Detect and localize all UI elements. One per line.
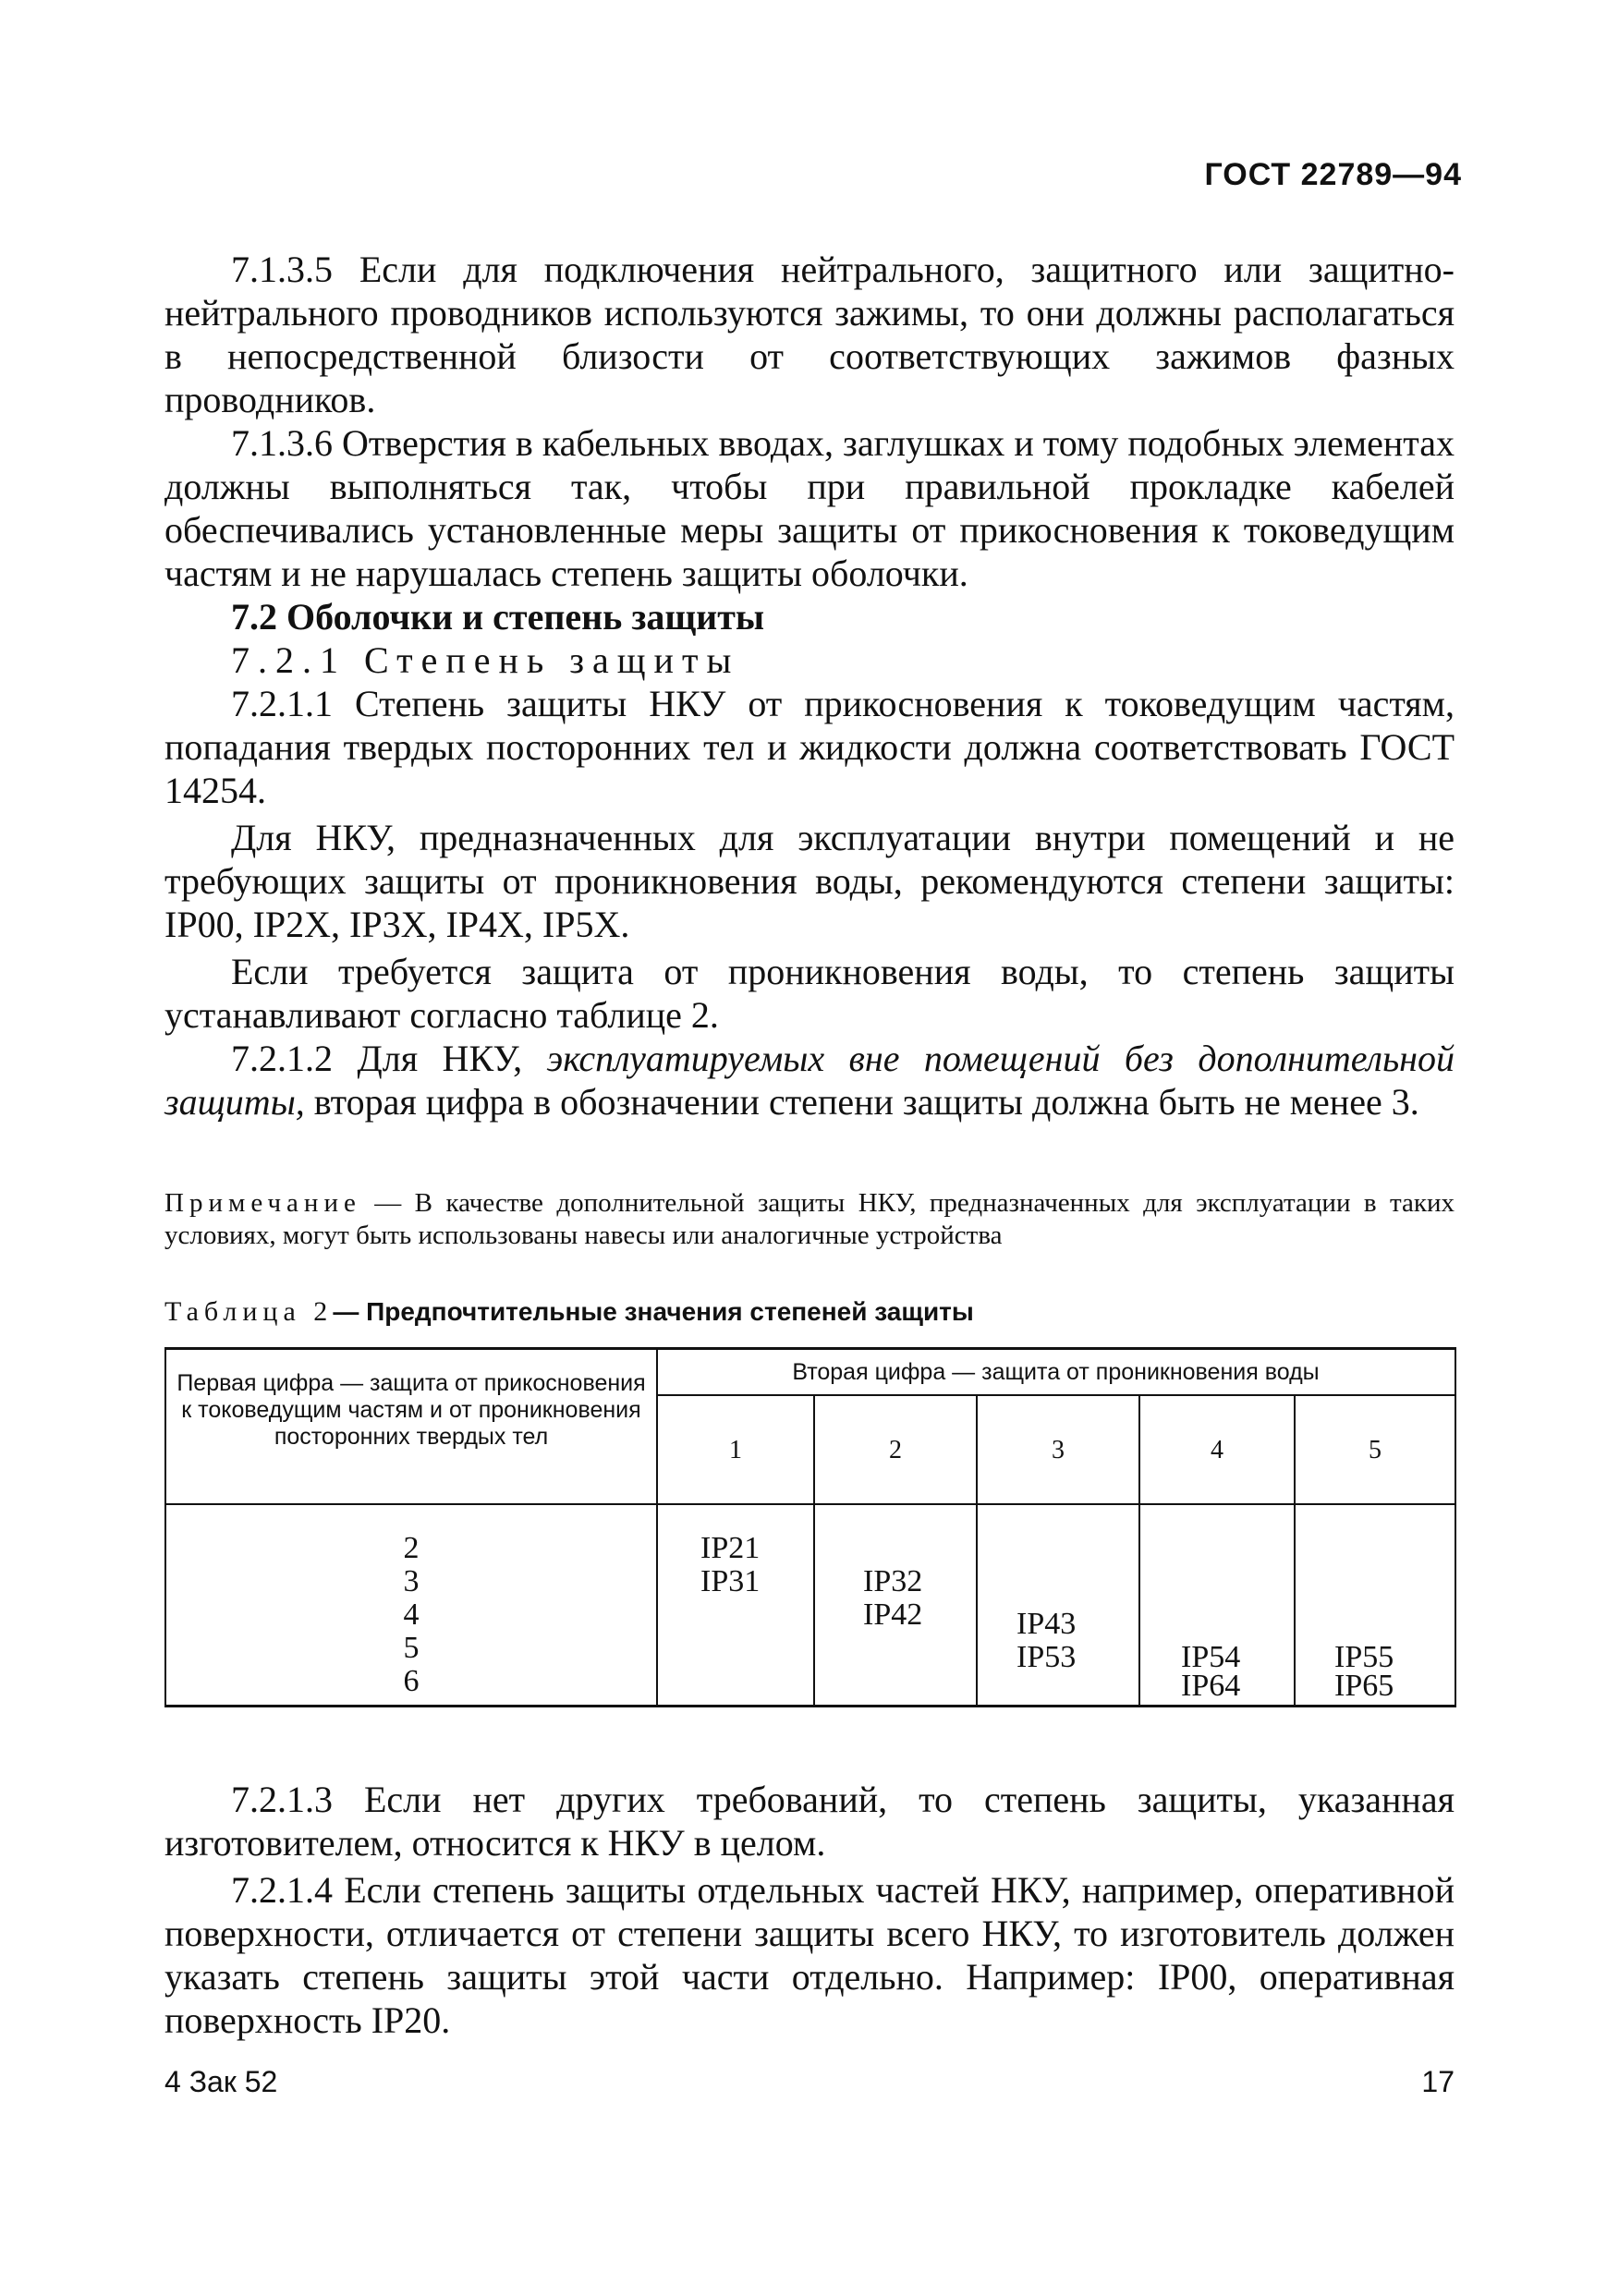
ip-code: IP53 [1016, 1640, 1077, 1674]
first-digit-4: 4 [403, 1597, 420, 1632]
table-caption [164, 1295, 1455, 1329]
heading-7-2-1: 7.2.1 Степень защиты [231, 639, 740, 681]
note-text: — В качестве дополнительной защиты НКУ, предназначенных для эксплуатации в таких условиях, могут быть использованы навесы или аналогичные устройства [164, 1188, 1455, 1250]
paragraph-7-2-1-2-rest: вторая цифра в обозначении степени защиты должна быть не менее 3. [313, 1081, 1419, 1123]
second-digit-3: 3 [1052, 1436, 1065, 1464]
ip-code: IP64 [1181, 1669, 1241, 1703]
first-digit-6: 6 [403, 1664, 420, 1698]
ip-code: IP42 [863, 1597, 923, 1632]
paragraph-indoor-protection: Для НКУ, предназначенных для эксплуатации внутри помещений и не требующих защиты от проникновения воды, рекомендуются степени защиты: IP00, IP2X, IP3X, IP4X, IP5X. [164, 817, 1455, 945]
paragraph-7-2-1-2 [164, 1037, 1455, 1124]
paragraph-7-2-1-3: 7.2.1.3 Если нет других требований, то степень защиты, указанная изготовителем, относится к НКУ в целом. [164, 1779, 1455, 1864]
paragraph-7-2-1-2-italic: эксплуатируемых вне помещений без дополнительной защиты, [164, 1038, 1455, 1123]
main-text [164, 248, 1455, 1124]
document-code: ГОСТ 22789—94 [1204, 157, 1462, 192]
first-digit-2: 2 [403, 1531, 420, 1565]
first-digit-3: 3 [403, 1564, 420, 1598]
second-digit-2: 2 [889, 1436, 902, 1464]
ip-code: IP54 [1181, 1640, 1241, 1674]
first-digit-header: Первая цифра — защита от прикосновения к токоведущим частям и от проникновения посторонних твердых тел [177, 1370, 646, 1450]
ip-code: IP55 [1334, 1640, 1394, 1674]
protection-degree-table [164, 1347, 1456, 1707]
second-digit-4: 4 [1211, 1436, 1223, 1464]
heading-7-2: 7.2 Оболочки и степень защиты [231, 596, 765, 638]
paragraph-water-protection: Если требуется защита от проникновения воды, то степень защиты устанавливают согласно таблице 2. [164, 951, 1455, 1036]
main-text-after-table [164, 1778, 1455, 2042]
first-digit-5: 5 [403, 1631, 420, 1665]
paragraph-7-2-1-1: 7.2.1.1 Степень защиты НКУ от прикосновения к токоведущим частям, попадания твердых посторонних тел и жидкости должна соответствовать ГОСТ 14254. [164, 683, 1455, 811]
paragraph-7-2-1-4: 7.2.1.4 Если степень защиты отдельных частей НКУ, например, оперативной поверхности, отличается от степени защиты всего НКУ, то изготовитель должен указать степень защиты этой части отдельно. Например: IP00, оперативная поверхность IP20. [164, 1869, 1455, 2041]
note-label: Примечание [164, 1188, 361, 1218]
print-order-number: 4 Зак 52 [164, 2065, 278, 2098]
note [164, 1187, 1455, 1252]
paragraph-7-1-3-5: 7.1.3.5 Если для подключения нейтрального, защитного или защитно-нейтрального проводников используются зажимы, то они должны располагаться в непосредственной близости от соответствующих зажимов фазных проводников. [164, 249, 1455, 420]
table-caption-label: Таблица 2 [164, 1296, 334, 1327]
ip-code: IP21 [700, 1531, 761, 1565]
ip-code: IP43 [1016, 1607, 1077, 1641]
second-digit-5: 5 [1369, 1436, 1382, 1464]
page-number: 17 [1421, 2065, 1455, 2098]
second-digit-header: Вторая цифра — защита от проникновения воды [792, 1359, 1320, 1385]
second-digit-1: 1 [729, 1436, 742, 1464]
table-caption-title: — Предпочтительные значения степеней защиты [333, 1297, 974, 1326]
paragraph-7-1-3-6: 7.1.3.6 Отверстия в кабельных вводах, заглушках и тому подобных элементах должны выполняться так, чтобы при правильной прокладке кабелей обеспечивались установленные меры защиты от прикосновения к токоведущим частям и не нарушалась степень защиты оболочки. [164, 422, 1455, 594]
ip-code: IP32 [863, 1564, 923, 1598]
ip-code: IP65 [1334, 1669, 1394, 1703]
paragraph-7-2-1-2-number: 7.2.1.2 Для НКУ, [231, 1038, 523, 1079]
ip-code: IP31 [700, 1564, 761, 1598]
